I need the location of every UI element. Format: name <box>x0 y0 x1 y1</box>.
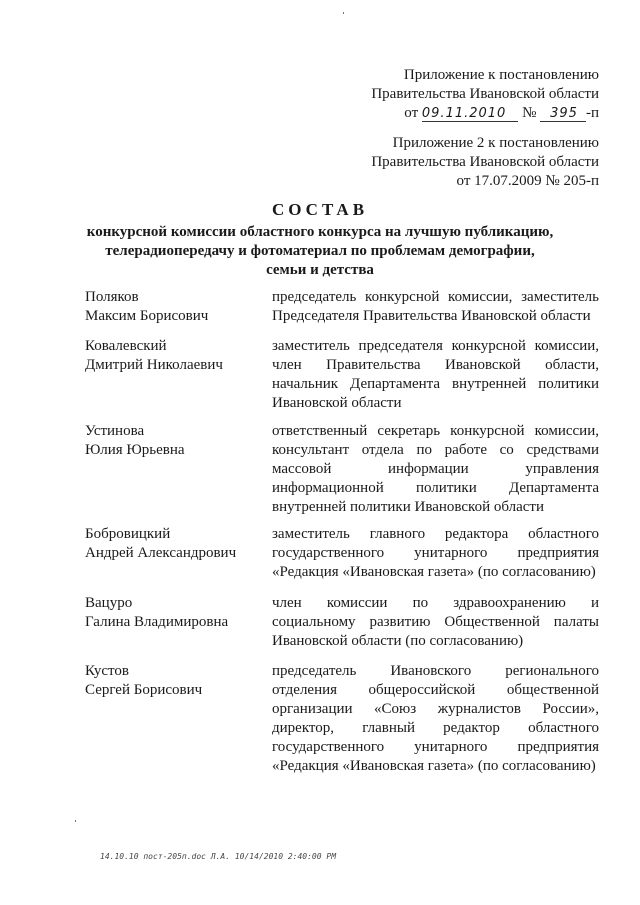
file-footer: 14.10.10 пост-205п.doc Л.А. 10/14/2010 2:40:00 PM <box>100 852 337 861</box>
scan-speck <box>343 12 344 14</box>
member-given-names: Максим Борисович <box>85 308 209 324</box>
document-title: СОСТАВ <box>271 200 369 219</box>
subtitle-line: конкурсной комиссии областного конкурса на лучшую публикацию, <box>86 224 554 240</box>
subtitle-line: телерадиопередачу и фотоматериал по проблемам демографии, <box>105 243 535 259</box>
member-name <box>85 594 265 632</box>
appendix-line: от 17.07.2009 № 205-п <box>456 173 599 189</box>
member-given-names: Сергей Борисович <box>85 682 203 698</box>
member-surname: Кустов <box>85 663 129 679</box>
member-role: заместитель председателя конкурсной комиссии, член Правительства Ивановской области, начальник Департамента внутренней политики Ивановской области <box>272 338 599 411</box>
member-surname: Устинова <box>85 423 145 439</box>
appendix-line: Приложение к постановлению <box>403 67 599 83</box>
appendix-date-line <box>371 104 599 123</box>
member-role: ответственный секретарь конкурсной комиссии, консультант отдела по работе со средствами массовой информации управления информационной политики Департамента внутренней политики Ивановской области <box>272 423 599 515</box>
appendix-line: Приложение 2 к постановлению <box>392 135 599 151</box>
document-subtitle <box>80 223 560 280</box>
member-surname: Поляков <box>85 289 139 305</box>
member-surname: Ковалевский <box>85 338 167 354</box>
member-role: председатель конкурсной комиссии, заместитель Председателя Правительства Ивановской области <box>272 289 599 324</box>
member-name <box>85 662 265 700</box>
appendix-header-current <box>371 66 599 123</box>
date-prefix: от <box>404 105 419 121</box>
member-given-names: Дмитрий Николаевич <box>85 357 223 373</box>
subtitle-line: семьи и детства <box>266 262 374 278</box>
appendix-header-original <box>371 134 599 191</box>
member-name <box>85 337 265 375</box>
handwritten-date: 09.11.2010 <box>422 107 518 122</box>
member-role: председатель Ивановского регионального отделения общероссийской общественной организации «Союз журналистов России», директор, главный редактор областного государственного унитарного предприятия «Редакция «Ивановская газета» (по согласованию) <box>272 663 599 774</box>
member-role: заместитель главного редактора областного государственного унитарного предприятия «Редакция «Ивановская газета» (по согласованию) <box>272 526 599 580</box>
member-given-names: Галина Владимировна <box>85 614 229 630</box>
member-role: член комиссии по здравоохранению и социальному развитию Общественной палаты Ивановской области (по согласованию) <box>272 595 599 649</box>
member-surname: Бобровицкий <box>85 526 171 542</box>
member-name <box>85 525 265 563</box>
appendix-line: Правительства Ивановской области <box>371 86 599 102</box>
number-suffix: -п <box>585 105 599 121</box>
scan-speck <box>75 820 76 822</box>
member-name <box>85 288 265 326</box>
member-given-names: Андрей Александрович <box>85 545 237 561</box>
member-surname: Вацуро <box>85 595 133 611</box>
number-label: № <box>522 105 537 121</box>
appendix-line: Правительства Ивановской области <box>371 154 599 170</box>
member-given-names: Юлия Юрьевна <box>85 442 185 458</box>
member-name <box>85 422 265 460</box>
handwritten-number: 395 <box>540 107 586 122</box>
